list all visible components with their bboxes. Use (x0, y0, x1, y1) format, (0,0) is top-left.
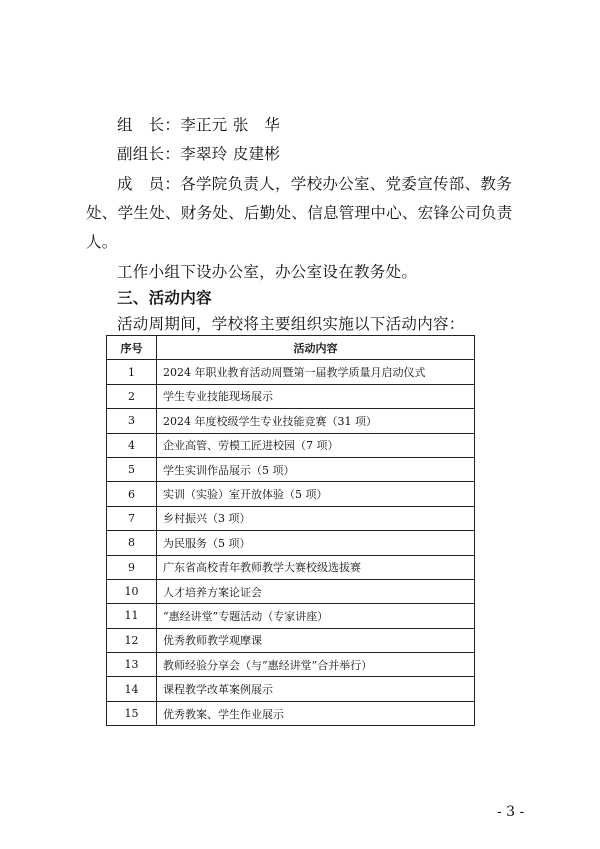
table-row (107, 482, 475, 506)
table-row (107, 457, 475, 481)
row-number: 7 (107, 506, 157, 530)
members-line: 成 员：各学院负责人，学校办公室、党委宣传部、教务 (117, 175, 513, 193)
row-number: 10 (107, 579, 157, 603)
row-activity: 2024 年度校级学生专业技能竞赛（31 项） (157, 409, 475, 433)
row-number: 14 (107, 677, 157, 701)
activities-table (106, 335, 475, 726)
row-activity: 课程教学改革案例展示 (157, 677, 475, 701)
row-number: 12 (107, 628, 157, 652)
row-activity: 人才培养方案论证会 (157, 579, 475, 603)
row-number: 11 (107, 604, 157, 628)
table-row (107, 701, 475, 725)
row-activity: 为民服务（5 项） (157, 531, 475, 555)
intro-paragraph: 活动周期间，学校将主要组织实施以下活动内容： (117, 315, 465, 333)
table-row (107, 506, 475, 530)
group-leader-line: 组 长：李正元 张 华 (117, 116, 281, 134)
row-activity: 2024 年职业教育活动周暨第一届教学质量月启动仪式 (157, 360, 475, 384)
row-number: 6 (107, 482, 157, 506)
table-row (107, 360, 475, 384)
deputy-leader-line: 副组长：李翠玲 皮建彬 (117, 145, 281, 163)
row-activity: 广东省高校青年教师教学大赛校级选拔赛 (157, 555, 475, 579)
row-number: 2 (107, 384, 157, 408)
row-number: 3 (107, 409, 157, 433)
row-number: 13 (107, 653, 157, 677)
row-activity: 乡村振兴（3 项） (157, 506, 475, 530)
table-row (107, 628, 475, 652)
row-activity: 实训（实验）室开放体验（5 项） (157, 482, 475, 506)
row-activity: 教师经验分享会（与“惠经讲堂”合并举行） (157, 653, 475, 677)
table-body (107, 360, 475, 726)
row-activity: 优秀教案、学生作业展示 (157, 701, 475, 725)
table-row (107, 531, 475, 555)
table-row (107, 409, 475, 433)
row-activity: 优秀教师教学观摩课 (157, 628, 475, 652)
header-number: 序号 (107, 336, 157, 360)
section-heading: 三、活动内容 (117, 289, 212, 307)
table-row (107, 433, 475, 457)
row-number: 4 (107, 433, 157, 457)
row-number: 5 (107, 457, 157, 481)
members-line-continued: 处、学生处、财务处、后勤处、信息管理中心、宏锋公司负责 (86, 204, 513, 222)
table-row (107, 604, 475, 628)
table-row (107, 579, 475, 603)
table-row (107, 384, 475, 408)
row-number: 8 (107, 531, 157, 555)
row-activity: 学生实训作品展示（5 项） (157, 457, 475, 481)
row-activity: 企业高管、劳模工匠进校园（7 项） (157, 433, 475, 457)
header-activity: 活动内容 (157, 336, 475, 360)
row-number: 1 (107, 360, 157, 384)
table-header-row (107, 336, 475, 360)
table-row (107, 555, 475, 579)
table-row (107, 653, 475, 677)
row-activity: 学生专业技能现场展示 (157, 384, 475, 408)
table-row (107, 677, 475, 701)
row-number: 15 (107, 701, 157, 725)
row-activity: “惠经讲堂”专题活动（专家讲座） (157, 604, 475, 628)
page-number: - 3 - (497, 804, 525, 820)
members-line-end: 人。 (86, 233, 118, 251)
office-paragraph: 工作小组下设办公室，办公室设在教务处。 (117, 263, 418, 281)
row-number: 9 (107, 555, 157, 579)
